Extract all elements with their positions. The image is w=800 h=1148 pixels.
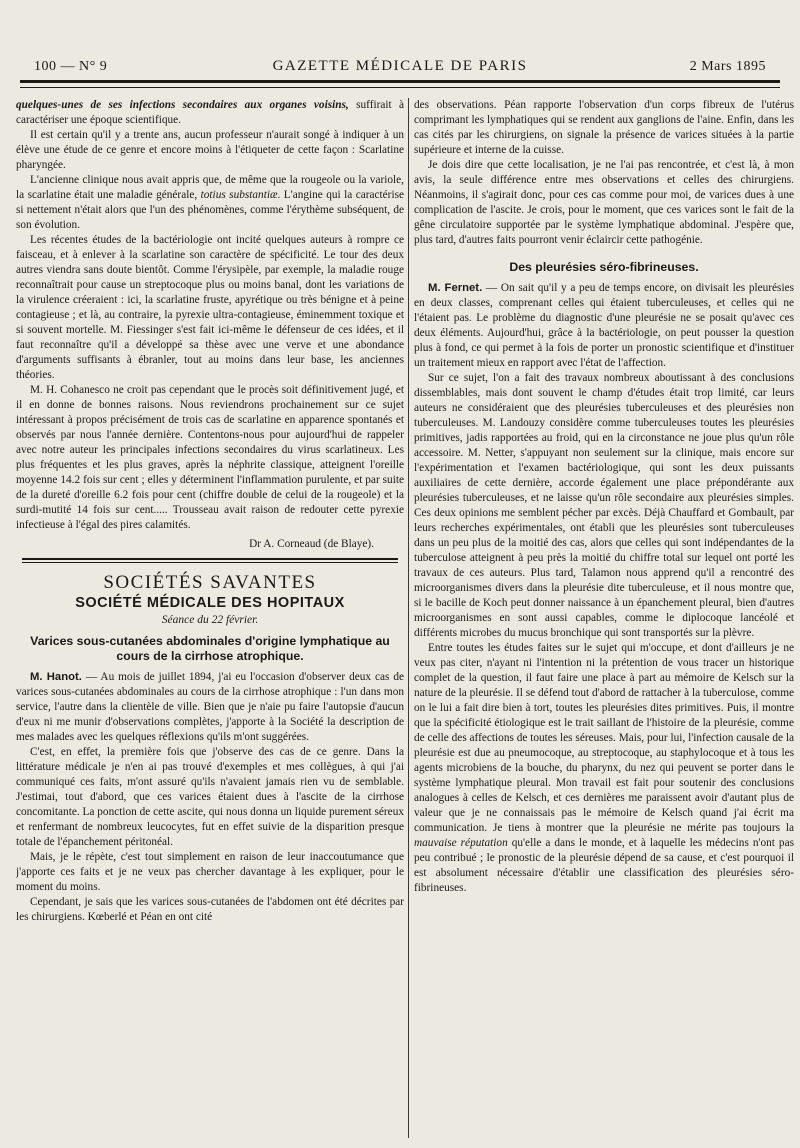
paragraph: L'ancienne clinique nous avait appris que, de même que la rougeole ou la variole, la scarlatine était une maladie générale, totius substantiæ. L'angine qui la caractérise si nettement n'était alors que l'un des phénomènes, comme l'érythème subséquent, de son évolution.: [16, 174, 404, 231]
page-header: [30, 56, 770, 78]
speaker-name: M. Hanot.: [30, 671, 82, 683]
paragraph: Il est certain qu'il y a trente ans, aucun professeur n'aurait songé à indiquer à un élève une étude de ce genre et encore moins à l'étiqueter de cette façon : Scarlatine pharyngée.: [16, 129, 404, 171]
issue-date: 2 Mars 1895: [689, 59, 766, 74]
paragraph: Les récentes études de la bactériologie ont incité quelques auteurs à rompre ce faisceau, et à enlever à la scarlatine son caractère de spécificité. Le tour des deux autres viendra sans doute bientôt. Comme l'érysipèle, par exemple, la maladie rouge reconnaîtrait pour cause un streptocoque plus ou moins banal, dont les variations de la virulence créeraient : ici, la scarlatine fruste, apyrétique ou très bénigne et à peine contagieuse ; et là, au contraire, la pyrexie ultra-contagieuse, éminemment toxique et si souvent mortelle. M. Fiessinger s'est fait ici-même le défenseur de ces idées, et il faut reconnaître qu'il a développé sa thèse avec une verve et une abondance d'arguments suffisants à ébranler, tout au moins dans leur base, les anciennes théories.: [16, 234, 404, 381]
session-date: Séance du 22 février.: [161, 614, 259, 626]
author-signature: Dr A. Corneaud (de Blaye).: [249, 538, 374, 550]
article-title: Varices sous-cutanées abdominales d'origine lymphatique au cours de la cirrhose atrophique.: [30, 634, 390, 663]
paragraph: Cependant, je sais que les varices sous-cutanées de l'abdomen ont été décrites par les chirurgiens. Kœberlé et Péan en ont cité: [16, 896, 404, 923]
paragraph: Mais, je le répète, c'est tout simplement en raison de leur inaccoutumance que j'apporte ces faits et je ne veux pas chercher davantage à les expliquer, pour le moment du moins.: [16, 851, 404, 893]
article-title: Des pleurésies séro-fibrineuses.: [509, 260, 699, 274]
journal-title: GAZETTE MÉDICALE DE PARIS: [272, 58, 528, 74]
right-column: [414, 98, 794, 1138]
speaker-name: M. Fernet.: [428, 282, 483, 294]
page-number: 100 — N° 9: [34, 59, 108, 74]
paragraph: M. H. Cohanesco ne croit pas cependant que le procès soit définitivement jugé, et il en donne de bonnes raisons. Nous reviendrons prochainement sur ce sujet intéressant à propos précisément de trois cas de scarlatine en apparence spontanés et observés par nous l'année dernière. Contentons-nous pour aujourd'hui de rappeler avec notre auteur les principales infections secondaires du virus scarlatineux. Les plus fréquentes et les plus graves, après la néphrite classique, atteignent l'oreille moyenne 14.2 fois sur cent ; elles y déterminent l'inflammation purulente, et par suite de la dureté d'oreille 6.2 fois pour cent (chiffre double de celui de la rougeole) et la surdi-mutité 14 fois sur cent..... Trousseau avait raison de redouter cette pyrexie infectieuse à l'égal des pires calamités.: [16, 384, 404, 531]
paragraph: C'est, en effet, la première fois que j'observe des cas de ce genre. Dans la littérature médicale je n'en ai pas trouvé d'exemples et mes collègues, à qui j'ai communiqué ces faits, m'ont assuré qu'ils n'avaient jamais rien vu de semblable. J'estimai, tout d'abord, que ces varices étaient dues à l'ascite de la cirrhose concomitante. La ponction de cette ascite, qui nous donna un liquide purement séreux et renfermant de nombreux leucocytes, fut en effet suivie de la disparition presque totale de l'épanchement péritonéal.: [16, 746, 404, 848]
header-rule-thick: [20, 80, 780, 83]
header-rule-thin: [20, 87, 780, 88]
paragraph: M. Fernet. — On sait qu'il y a peu de temps encore, on divisait les pleurésies en deux classes, comprenant celles qui étaient tuberculeuses, et celles qui ne l'étaient pas. Le problème du diagnostic d'une pleurésie ne se posait qu'avec ces deux éléments. Aujourd'hui, grâce à la bactériologie, on peut pousser la question plus à fond, ce qui permet à la fois de porter un pronostic scientifique et d'instituer un traitement mieux en rapport avec l'état de l'affection.: [414, 282, 794, 369]
column-divider: [408, 98, 409, 1138]
left-column: [16, 98, 404, 1130]
paragraph: Je dois dire que cette localisation, je ne l'ai pas rencontrée, et c'est là, à mon avis, la seule différence entre mes observations et celles des chirurgiens. Néanmoins, il s'agirait donc, pour ces cas comme pour moi, de varices dues à une complication de l'ascite. Je crois, pour le moment, que ces varices sont le fait de la gêne circulatoire supportée par le système lymphatique abdominal. J'espère que, plus tard, d'autres faits pourront venir éclaircir cette pathogénie.: [414, 159, 794, 246]
paragraph: des observations. Péan rapporte l'observation d'un corps fibreux de l'utérus comprimant les lymphatiques qui se rendent aux ganglions de l'aine. Enfin, dans les cas cités par les chirurgiens, on signale la présence de varices situées à la partie supérieure et interne de la cuisse.: [414, 99, 794, 156]
paragraph: M. Hanot. — Au mois de juillet 1894, j'ai eu l'occasion d'observer deux cas de varices sous-cutanées abdominales au cours de la cirrhose atrophique : l'un dans mon service, l'autre dans la clientèle de ville. Bien que je n'aie pu faire l'autopsie d'aucun d'eux ni me munir d'observations complètes, j'apporte à la Société la description de mes malades avec les quelques réflexions qu'ils m'ont suggérées.: [16, 671, 404, 743]
paragraph: Entre toutes les études faites sur le sujet qui m'occupe, et dont d'ailleurs je ne veux pas citer, n'ayant ni l'intention ni la prétention de vous tracer un historique complet de la question, il faut faire une place à part au mémoire de Kelsch sur la nature de la pleurésie. Il se défend tout d'abord de rattacher à la tuberculose, comme on le lui a fait dire bien à tort, toutes les pleurésies dites primitives. Puis, il montre que la spécificité étiologique est le trait saillant de l'histoire de la pleurésie, comme de celle des affections de toutes les séreuses. Mais, pour lui, l'infection causale de la pleurésie est due au pneumocoque, au streptocoque, au staphylocoque et à tous les agents microbiens de la bouche, du pharynx, du nez qui peuvent se porter dans le système lymphatique pleural. Mon travail est fait pour soutenir des conclusions analogues à celles de Kelsch, et ces dernières me paraissent avoir d'autant plus de valeur que je ne connaissais pas le mémoire de Kelsch quand j'ai écrit ma communication. Je tiens à montrer que la pleurésie ne mérite pas toujours la mauvaise réputation qu'elle a dans le monde, et à laquelle les médecins n'ont pas peu contribué ; le pronostic de la pleurésie dépend de sa cause, et c'est pourquoi il est absolument nécessaire d'établir une classification des pleurésies séro-fibrineuses.: [414, 642, 794, 894]
paragraph: Sur ce sujet, l'on a fait des travaux nombreux aboutissant à des conclusions dissemblables, mais dont souvent le champ d'études était trop limité, car leurs auteurs ne considéraient que des pleurésies tuberculeuses et des pleurésies non tuberculeuses. M. Landouzy considère comme tuberculeuses toutes les pleurésies primitives, jadis rapportées au froid, qui en la circonstance ne joue plus qu'un rôle accessoire. M. Netter, s'appuyant non seulement sur la clinique, mais encore sur l'expérimentation et l'examen bactériologique, qui sont les deux puissants auxiliaires de cette dernière, accorde également une place prépondérante aux pleurésies tuberculeuses, et ne laisse qu'un rôle secondaire aux pleurésies simples. Ces deux opinions me semblent pécher par excès. Déjà Chauffard et Gombault, par leurs recherches expérimentales, ont établi que les pleurésies sont tuberculeuses dans un peu plus de la moitié des cas, alors que celles qui sont indépendantes de la tuberculose atteignent à peu près la moitié du chiffre total sur lequel ont porté les travaux de ces auteurs. Plus tard, Talamon nous apprend qu'il a rencontré des microorganismes divers dans la pleurésie dite tuberculeuse, et il nous montre que, si le bacille de Koch peut donner naissance à un épanchement pleural, bien d'autres microorganismes en sont aussi capables, comme le diplocoque lancéolé et différents microbes du mucus bronchique qui sont transportés sur la plèvre.: [414, 372, 794, 639]
paragraph: quelques-unes de ses infections secondaires aux organes voisins, suffirait à caractériser une époque scientifique.: [16, 99, 404, 126]
section-title: SOCIÉTÉS SAVANTES: [103, 572, 317, 593]
society-title: SOCIÉTÉ MÉDICALE DES HOPITAUX: [75, 595, 345, 611]
section-rule: [22, 558, 398, 563]
